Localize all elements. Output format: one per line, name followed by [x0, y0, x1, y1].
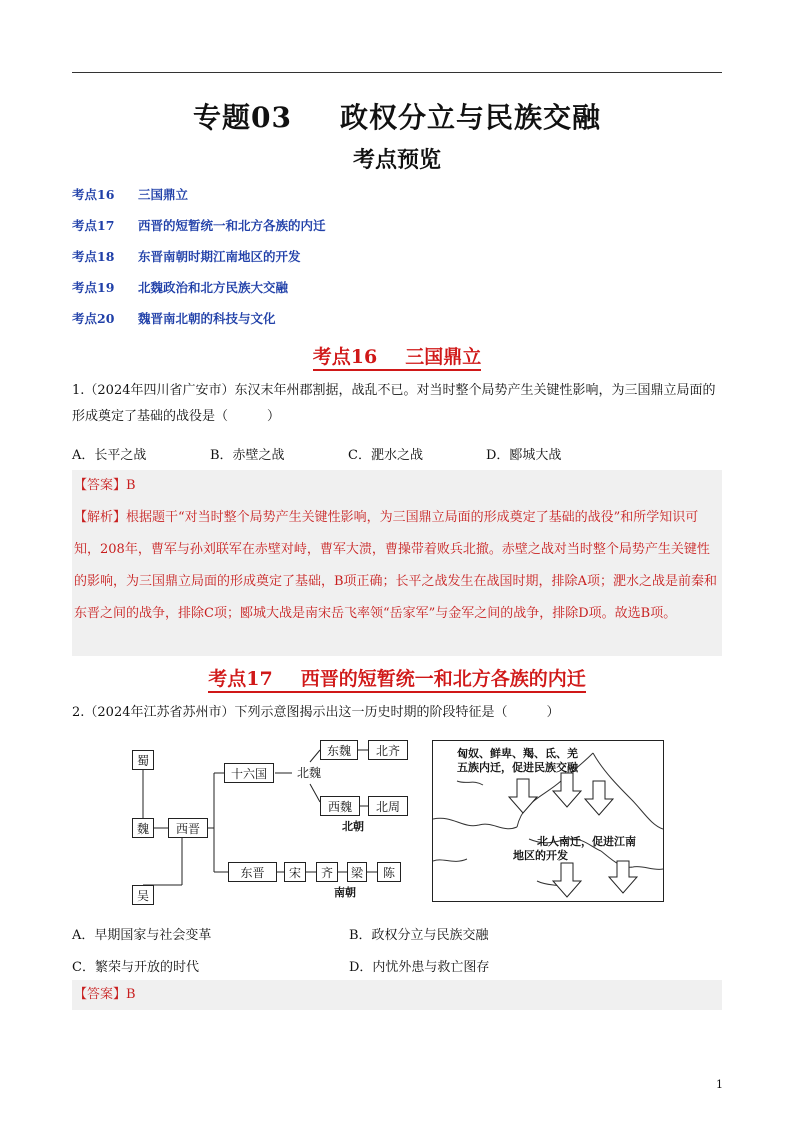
migration-map: [432, 740, 664, 902]
section-heading-16: 考点16 三国鼎立: [72, 342, 722, 369]
box-beiqi: 北齐: [368, 740, 408, 760]
answer-label: 【答案】B: [74, 987, 136, 1002]
box-song: 宋: [284, 862, 306, 882]
page-title: [72, 96, 722, 136]
title-code: 专题03: [193, 101, 292, 134]
box-dongjin: 东晋: [228, 862, 277, 882]
map-note-north-2: 五族内迁，促进民族交融: [457, 761, 578, 774]
box-qi: 齐: [316, 862, 338, 882]
map-note-south-2: 地区的开发: [513, 849, 568, 862]
box-shiliuguo: 十六国: [224, 763, 274, 783]
map-note-north-1: 匈奴、鲜卑、羯、氐、羌: [457, 747, 578, 760]
option-a[interactable]: A．早期国家与社会变革: [72, 928, 212, 943]
option-b[interactable]: B．政权分立与民族交融: [349, 928, 489, 943]
toc-list: [72, 185, 722, 340]
box-wei: 魏: [132, 818, 154, 838]
section-heading-17: 考点17 西晋的短暂统一和北方各族的内迁: [72, 664, 722, 691]
question-2-options-row-2: [72, 956, 722, 975]
question-2-options-row-1: [72, 924, 722, 943]
header-rule: [72, 72, 722, 73]
box-chen: 陈: [377, 862, 401, 882]
option-a[interactable]: A．长平之战: [72, 448, 147, 463]
label-nanchao: 南朝: [334, 886, 356, 899]
toc-item[interactable]: 考点17 西晋的短暂统一和北方各族的内迁: [72, 218, 326, 233]
answer-label: 【答案】B: [74, 478, 136, 493]
box-wu: 吴: [132, 885, 154, 905]
dynasty-flow-diagram: [120, 740, 420, 910]
page-subtitle: 考点预览: [352, 147, 441, 173]
label-beichao: 北朝: [342, 820, 364, 833]
title-name: 政权分立与民族交融: [339, 101, 601, 134]
toc-item[interactable]: 考点18 东晋南朝时期江南地区的开发: [72, 249, 301, 264]
page-number: 1: [716, 1078, 723, 1091]
option-c[interactable]: C．繁荣与开放的时代: [72, 960, 199, 975]
box-beiwei: 北魏: [292, 763, 326, 783]
option-d[interactable]: D．郾城大战: [486, 448, 562, 463]
question-1-stem: 1.（2024年四川省广安市）东汉末年州郡割据，战乱不已。对当时整个局势产生关键性影响，为三国鼎立局面的形成奠定了基础的战役是（ ）: [72, 383, 716, 424]
toc-item[interactable]: 考点16 三国鼎立: [72, 187, 189, 202]
question-1-options: [72, 444, 722, 463]
box-shu: 蜀: [132, 750, 154, 770]
box-xiwei: 西魏: [320, 796, 360, 816]
option-b[interactable]: B．赤壁之战: [210, 448, 285, 463]
question-1-answer-block: [72, 470, 722, 656]
box-liang: 梁: [347, 862, 367, 882]
option-c[interactable]: C．淝水之战: [348, 448, 423, 463]
toc-item[interactable]: 考点20 魏晋南北朝的科技与文化: [72, 311, 276, 326]
question-2-stem: 2.（2024年江苏省苏州市）下列示意图揭示出这一历史时期的阶段特征是（ ）: [72, 705, 560, 720]
box-dongwei: 东魏: [320, 740, 358, 760]
toc-item[interactable]: 考点19 北魏政治和北方民族大交融: [72, 280, 289, 295]
question-2-answer-block: [72, 980, 722, 1010]
box-xijin: 西晋: [168, 818, 208, 838]
map-note-south-1: 北人南迁，促进江南: [537, 835, 636, 848]
box-beizhou: 北周: [368, 796, 408, 816]
option-d[interactable]: D．内忧外患与救亡图存: [349, 960, 490, 975]
analysis-text: 【解析】根据题干“对当时整个局势产生关键性影响，为三国鼎立局面的形成奠定了基础的战役”和所学知识可知，208年，曹军与孙刘联军在赤壁对峙，曹军大溃，曹操带着败兵北撤。赤壁之战对当时整个局势产生关键性的影响，为三国鼎立局面的形成奠定了基础，B项正确；长平之战发生在战国时期，排除A项；淝水之战是前秦和东晋之间的战争，排除C项；郾城大战是南宋岳飞率领“岳家军”与金军之间的战争，排除D项。故选B项。: [74, 510, 717, 621]
